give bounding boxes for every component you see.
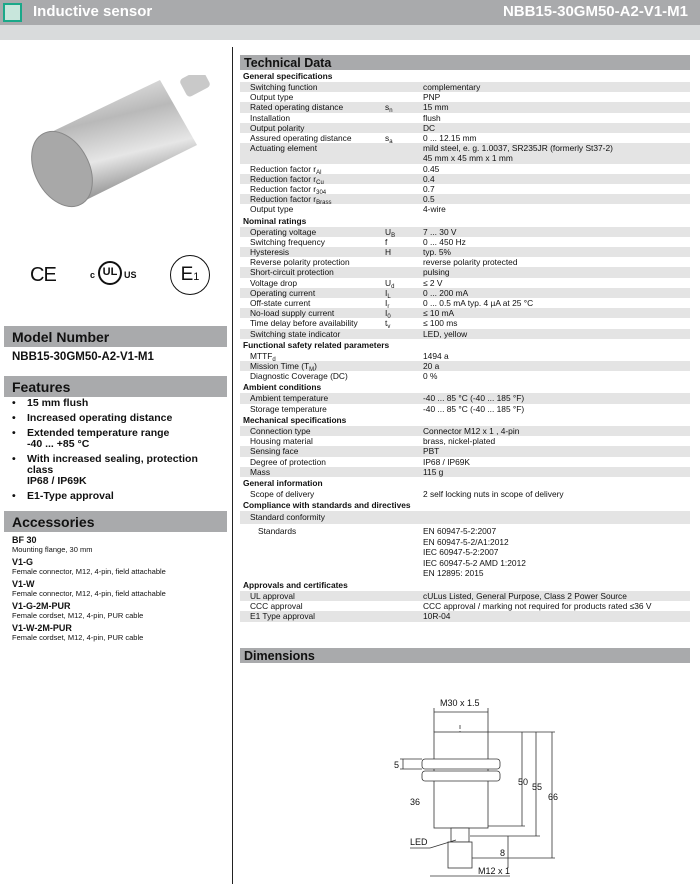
table-row: [240, 267, 690, 277]
spec-label: [240, 371, 385, 381]
accessory-description: Female cordset, M12, 4-pin, PUR cable: [12, 633, 144, 642]
spec-label: [240, 526, 385, 579]
spec-symbol-subscript: a: [389, 139, 393, 146]
spec-label: [240, 143, 385, 163]
spec-label-text: Actuating element: [250, 143, 318, 154]
spec-value: PBT: [423, 446, 440, 457]
spec-label-text: Off-state current: [250, 298, 311, 309]
table-row: [240, 489, 690, 499]
table-row: [240, 113, 690, 123]
spec-label-subscript: Cu: [316, 179, 324, 186]
spec-value: Connector M12 x 1 , 4-pin: [423, 425, 520, 436]
spec-label: [240, 227, 385, 237]
spec-label-text: Rated operating distance: [250, 102, 344, 113]
table-row: [240, 511, 690, 524]
spec-value: reverse polarity protected: [423, 257, 518, 268]
spec-label: [240, 489, 385, 499]
technical-data-heading: Technical Data: [240, 55, 690, 70]
spec-label-text: E1 Type approval: [250, 611, 316, 622]
dimension-drawing: [370, 690, 570, 884]
spec-label: [240, 184, 385, 197]
spec-symbol: [385, 123, 423, 133]
spec-label: [240, 164, 385, 174]
spec-label: [240, 361, 385, 374]
spec-label-text: CCC approval: [250, 601, 303, 612]
spec-label-text: Switching frequency: [250, 236, 325, 247]
spec-symbol: [385, 436, 423, 446]
spec-symbol: [385, 204, 423, 214]
spec-label-text: Assured operating distance: [250, 133, 352, 144]
table-row: [240, 237, 690, 247]
spec-symbol-subscript: d: [391, 283, 395, 290]
brand-logo-icon: [3, 3, 22, 22]
spec-label-text: Storage temperature: [250, 403, 327, 414]
spec-value: 4-wire: [423, 204, 446, 215]
table-row: [240, 446, 690, 456]
spec-symbol: [385, 318, 423, 331]
spec-value: 0 ... 200 mA: [423, 287, 469, 298]
table-row: [240, 351, 690, 361]
spec-symbol-subscript: L: [387, 293, 391, 300]
spec-symbol-text: I: [385, 287, 388, 298]
spec-symbol: [385, 174, 423, 184]
table-row: [240, 524, 690, 579]
spec-symbol: [385, 489, 423, 499]
spec-value: CCC approval / marking not required for products rated ≤36 V: [423, 601, 652, 612]
table-row: [240, 194, 690, 207]
e1-number: 1: [193, 271, 200, 283]
spec-symbol: [385, 371, 423, 381]
accessory-name: V1-G: [12, 557, 34, 567]
spec-label-text: Housing material: [250, 436, 313, 447]
spec-label: [240, 436, 385, 446]
spec-symbol: [385, 457, 423, 467]
accessories-list: [12, 535, 227, 645]
spec-value: 0 ... 12.15 mm: [423, 133, 477, 144]
spec-value: 0 ... 0.5 mA typ. 4 µA at 25 °C: [423, 298, 534, 309]
spec-label: [240, 236, 388, 247]
spec-symbol: [385, 92, 423, 102]
column-divider: [232, 47, 233, 884]
spec-value: complementary: [423, 82, 481, 92]
section-heading: Mechanical specifications: [243, 414, 347, 425]
spec-symbol: [385, 526, 423, 579]
spec-value: flush: [423, 112, 441, 123]
spec-label: [240, 351, 385, 361]
length-66-label: 66: [548, 792, 559, 802]
spec-value: ≤ 2 V: [423, 277, 443, 288]
feature-item: • Increased operating distance: [12, 413, 227, 424]
spec-label-text: No-load supply current: [250, 308, 335, 319]
table-row: [240, 436, 690, 446]
spec-symbol: [385, 267, 423, 277]
spec-value: typ. 5%: [423, 247, 451, 258]
spec-value: 15 mm: [423, 102, 449, 113]
spec-symbol-text: s: [385, 133, 390, 144]
spec-symbol: [385, 446, 423, 456]
spec-label: [240, 601, 385, 611]
table-row: [240, 123, 690, 133]
accessory-description: Female cordset, M12, 4-pin, PUR cable: [12, 611, 144, 620]
spec-symbol: [385, 184, 423, 194]
spec-symbol-text: s: [385, 102, 390, 113]
spec-label-text: Reverse polarity protection: [250, 257, 350, 268]
spec-value: ≤ 100 ms: [423, 318, 458, 329]
spec-value: 0.45: [423, 163, 440, 174]
spec-symbol: [385, 351, 423, 361]
feature-item: • E1-Type approval: [12, 491, 227, 502]
spec-label-suffix: ): [314, 361, 317, 372]
spec-label-text: Hysteresis: [250, 247, 290, 258]
accessory-description: Female connector, M12, 4-pin, field attachable: [12, 589, 166, 598]
table-row: [240, 257, 690, 267]
header-model-number: NBB15-30GM50-A2-V1-M1: [502, 3, 688, 20]
spec-value: PNP: [423, 92, 441, 103]
table-row: [240, 611, 690, 621]
spec-value: mild steel, e. g. 1.0037, SR235JR (formerly St37-2) 45 mm x 45 mm x 1 mm: [423, 143, 613, 164]
spec-label-text: MTTF: [250, 350, 273, 361]
ul-us-label: US: [124, 270, 137, 280]
table-row: [240, 393, 690, 403]
spec-label: [240, 329, 385, 339]
spec-symbol: [385, 278, 423, 288]
spec-symbol-text: f: [385, 236, 388, 247]
table-row: [240, 174, 690, 184]
table-row: [240, 288, 690, 298]
certification-logos: [20, 255, 230, 305]
spec-symbol: [385, 511, 423, 524]
spec-label: [240, 457, 385, 467]
spec-label: [240, 287, 388, 298]
table-row: [240, 184, 690, 197]
section-heading: General specifications: [243, 71, 333, 81]
table-row: [240, 361, 690, 374]
spec-symbol: [385, 288, 423, 298]
section-heading: Compliance with standards and directives: [243, 500, 411, 511]
table-row: [240, 278, 690, 288]
dimensions-heading: Dimensions: [240, 648, 690, 663]
table-row: [240, 82, 690, 92]
spec-value: 0.5: [423, 194, 435, 205]
spec-label-text: Connection type: [250, 425, 311, 436]
connector-thread-label: M12 x 1: [478, 866, 511, 876]
table-row: [240, 133, 690, 146]
spec-value: LED, yellow: [423, 328, 468, 339]
spec-symbol: [385, 611, 423, 621]
spec-value: brass, nickel-plated: [423, 436, 496, 447]
features-heading: Features: [4, 376, 227, 397]
spec-label-subscript: M: [309, 367, 315, 374]
table-row: [240, 318, 690, 331]
accessory-description: Mounting flange, 30 mm: [12, 545, 93, 554]
spec-symbol: [385, 143, 423, 163]
spec-symbol: [385, 257, 423, 267]
connector-length-label: 8: [500, 848, 506, 858]
spec-label: [240, 123, 385, 133]
section-heading: Ambient conditions: [243, 382, 322, 393]
led-label: LED: [410, 837, 428, 847]
technical-data-table: [240, 71, 690, 622]
accessory-name: V1-W: [12, 579, 35, 589]
spec-value: DC: [423, 122, 436, 133]
spec-label-subscript: Brass: [316, 200, 332, 207]
section-heading: Functional safety related parameters: [243, 339, 390, 350]
spec-label: [240, 133, 385, 143]
table-row: [240, 102, 690, 115]
spec-symbol: [385, 227, 423, 237]
spec-label-text: Mission Time (T: [250, 361, 310, 372]
spec-symbol-text: I: [385, 298, 388, 309]
spec-value: -40 ... 85 °C (-40 ... 185 °F): [423, 393, 525, 404]
spec-symbol: [385, 102, 423, 115]
spec-value: -40 ... 85 °C (-40 ... 185 °F): [423, 403, 525, 414]
spec-label: [240, 82, 385, 92]
spec-label-text: Mass: [250, 466, 271, 477]
spec-value: ≤ 10 mA: [423, 308, 455, 319]
spec-label: [240, 298, 388, 309]
spec-label-text: UL approval: [250, 591, 295, 602]
header-bar: [0, 0, 700, 25]
header-band: [0, 25, 700, 40]
spec-label-text: Short-circuit protection: [250, 267, 334, 278]
spec-symbol-text: U: [385, 277, 392, 288]
spec-label: [240, 308, 388, 319]
spec-label: [240, 257, 385, 267]
feature-item: • 15 mm flush: [12, 398, 227, 409]
features-list: [12, 398, 227, 506]
spec-label-text: Installation: [250, 112, 291, 123]
feature-item: • Extended temperature range -40 ... +85 °C: [12, 428, 227, 450]
spec-label: [240, 113, 385, 123]
spec-label-text: Reduction factor r: [250, 184, 317, 195]
spec-label: [240, 591, 385, 601]
spec-label-subscript: 304: [316, 190, 327, 197]
table-row: [240, 467, 690, 477]
spec-label-text: Reduction factor r: [250, 163, 317, 174]
table-row: [240, 204, 690, 214]
accessory-name: BF 30: [12, 535, 37, 545]
spec-value: IP68 / IP69K: [423, 456, 471, 467]
spec-symbol: [385, 393, 423, 403]
ul-c-label: c: [90, 270, 96, 280]
spec-label: [240, 404, 385, 414]
spec-symbol-subscript: 0: [387, 314, 391, 321]
spec-symbol-subscript: B: [391, 232, 396, 239]
nut-dimension-label: 5: [394, 760, 400, 770]
spec-symbol-subscript: r: [387, 304, 390, 311]
ul-logo-icon: UL: [98, 261, 122, 285]
length-50-label: 50: [518, 777, 529, 787]
spec-label: [240, 102, 385, 112]
spec-symbol: [385, 361, 423, 371]
spec-symbol: [385, 298, 423, 311]
spec-label-subscript: d: [272, 356, 276, 363]
spec-label: [240, 174, 385, 184]
spec-label: [240, 204, 385, 214]
table-row: [240, 457, 690, 467]
spec-label: [240, 426, 385, 436]
spec-symbol-text: H: [385, 247, 392, 258]
wrench-size-label: 36: [410, 797, 421, 807]
spec-symbol: [385, 308, 423, 321]
spec-value: 1494 a: [423, 350, 449, 361]
feature-item: • With increased sealing, protection class IP68 / IP69K: [12, 454, 227, 487]
section-heading: Approvals and certificates: [243, 580, 348, 591]
accessories-heading: Accessories: [4, 511, 227, 532]
spec-label-text: Time delay before availability: [250, 318, 358, 329]
spec-label-text: Operating voltage: [250, 226, 317, 237]
spec-label: [240, 267, 385, 277]
spec-label-text: Ambient temperature: [250, 393, 329, 404]
e1-mark-icon: [170, 255, 210, 295]
spec-label: [240, 194, 385, 207]
accessory-description: Female connector, M12, 4-pin, field attachable: [12, 567, 166, 576]
spec-label-text: Voltage drop: [250, 277, 298, 288]
spec-symbol: [385, 133, 423, 146]
spec-value: [423, 511, 690, 524]
table-row: [240, 164, 690, 174]
ce-mark-icon: CE: [30, 264, 56, 286]
table-row: [240, 426, 690, 436]
length-55-label: 55: [532, 782, 543, 792]
spec-value: pulsing: [423, 267, 450, 278]
spec-label-text: Output type: [250, 92, 294, 103]
spec-value: EN 60947-5-2:2007 EN 60947-5-2/A1:2012 IEC 60947-5-2:2007 IEC 60947-5-2 AMD 1:2012 EN 12895: 2015: [423, 526, 526, 579]
spec-label-text: Degree of protection: [250, 456, 326, 467]
table-row: [240, 227, 690, 237]
spec-symbol: [385, 164, 423, 174]
spec-label-text: Standards: [258, 526, 297, 537]
spec-symbol-text: I: [385, 308, 388, 319]
spec-label-text: Switching state indicator: [250, 328, 341, 339]
spec-label: [240, 467, 385, 477]
spec-symbol-text: U: [385, 226, 392, 237]
model-number-heading: Model Number: [4, 326, 227, 347]
spec-label-text: Standard conformity: [250, 512, 325, 523]
spec-symbol: [385, 82, 423, 92]
table-row: [240, 143, 690, 163]
spec-symbol: [385, 601, 423, 611]
spec-label-text: Reduction factor r: [250, 194, 317, 205]
section-heading: Nominal ratings: [243, 215, 307, 226]
spec-value: 10R-04: [423, 611, 451, 622]
spec-label: [240, 393, 385, 403]
table-row: [240, 601, 690, 611]
spec-label-text: Scope of delivery: [250, 488, 315, 499]
product-image: [25, 75, 215, 225]
spec-label: [240, 92, 385, 102]
table-row: [240, 591, 690, 601]
spec-value: cULus Listed, General Purpose, Class 2 Power Source: [423, 591, 627, 602]
spec-symbol: [385, 467, 423, 477]
table-row: [240, 404, 690, 414]
page-title: Inductive sensor: [33, 3, 153, 20]
spec-label: [240, 318, 388, 329]
spec-label-text: Output type: [250, 204, 294, 215]
spec-label-text: Operating current: [250, 287, 316, 298]
spec-symbol: [385, 237, 423, 247]
spec-value: 0.4: [423, 173, 435, 184]
table-row: [240, 298, 690, 311]
spec-label: [240, 247, 385, 257]
spec-symbol: [385, 404, 423, 414]
spec-value: 0.7: [423, 184, 435, 195]
table-row: [240, 247, 690, 257]
spec-label: [240, 511, 385, 524]
spec-symbol: [385, 194, 423, 204]
spec-label-text: Reduction factor r: [250, 173, 317, 184]
model-number: NBB15-30GM50-A2-V1-M1: [12, 351, 154, 363]
e1-letter: E: [180, 264, 194, 285]
accessory-name: V1-G-2M-PUR: [12, 601, 71, 611]
thread-dimension-label: M30 x 1.5: [440, 698, 480, 708]
spec-value: 7 ... 30 V: [423, 226, 457, 237]
spec-symbol-subscript: n: [389, 108, 393, 115]
table-row: [240, 329, 690, 339]
spec-symbol: [385, 591, 423, 601]
spec-label-text: Diagnostic Coverage (DC): [250, 371, 348, 382]
spec-label: [240, 611, 385, 621]
spec-label-text: Switching function: [250, 82, 318, 92]
spec-symbol-text: t: [385, 318, 388, 329]
spec-label-text: Sensing face: [250, 446, 299, 457]
spec-label-subscript: Al: [316, 169, 322, 176]
table-row: [240, 308, 690, 321]
spec-label: [240, 278, 385, 288]
spec-label-text: Output polarity: [250, 122, 305, 133]
spec-value: 20 a: [423, 361, 440, 372]
table-row: [240, 371, 690, 381]
spec-symbol: [385, 113, 423, 123]
spec-value: 0 ... 450 Hz: [423, 236, 466, 247]
spec-symbol: [385, 329, 423, 339]
spec-symbol-subscript: v: [387, 324, 391, 331]
spec-value: 115 g: [423, 466, 444, 477]
spec-value: 2 self locking nuts in scope of delivery: [423, 488, 564, 499]
spec-symbol: [385, 426, 423, 436]
table-row: [240, 92, 690, 102]
accessory-name: V1-W-2M-PUR: [12, 623, 72, 633]
spec-value: 0 %: [423, 371, 438, 382]
section-heading: General information: [243, 477, 323, 488]
spec-symbol: [385, 247, 423, 257]
spec-label: [240, 446, 385, 456]
